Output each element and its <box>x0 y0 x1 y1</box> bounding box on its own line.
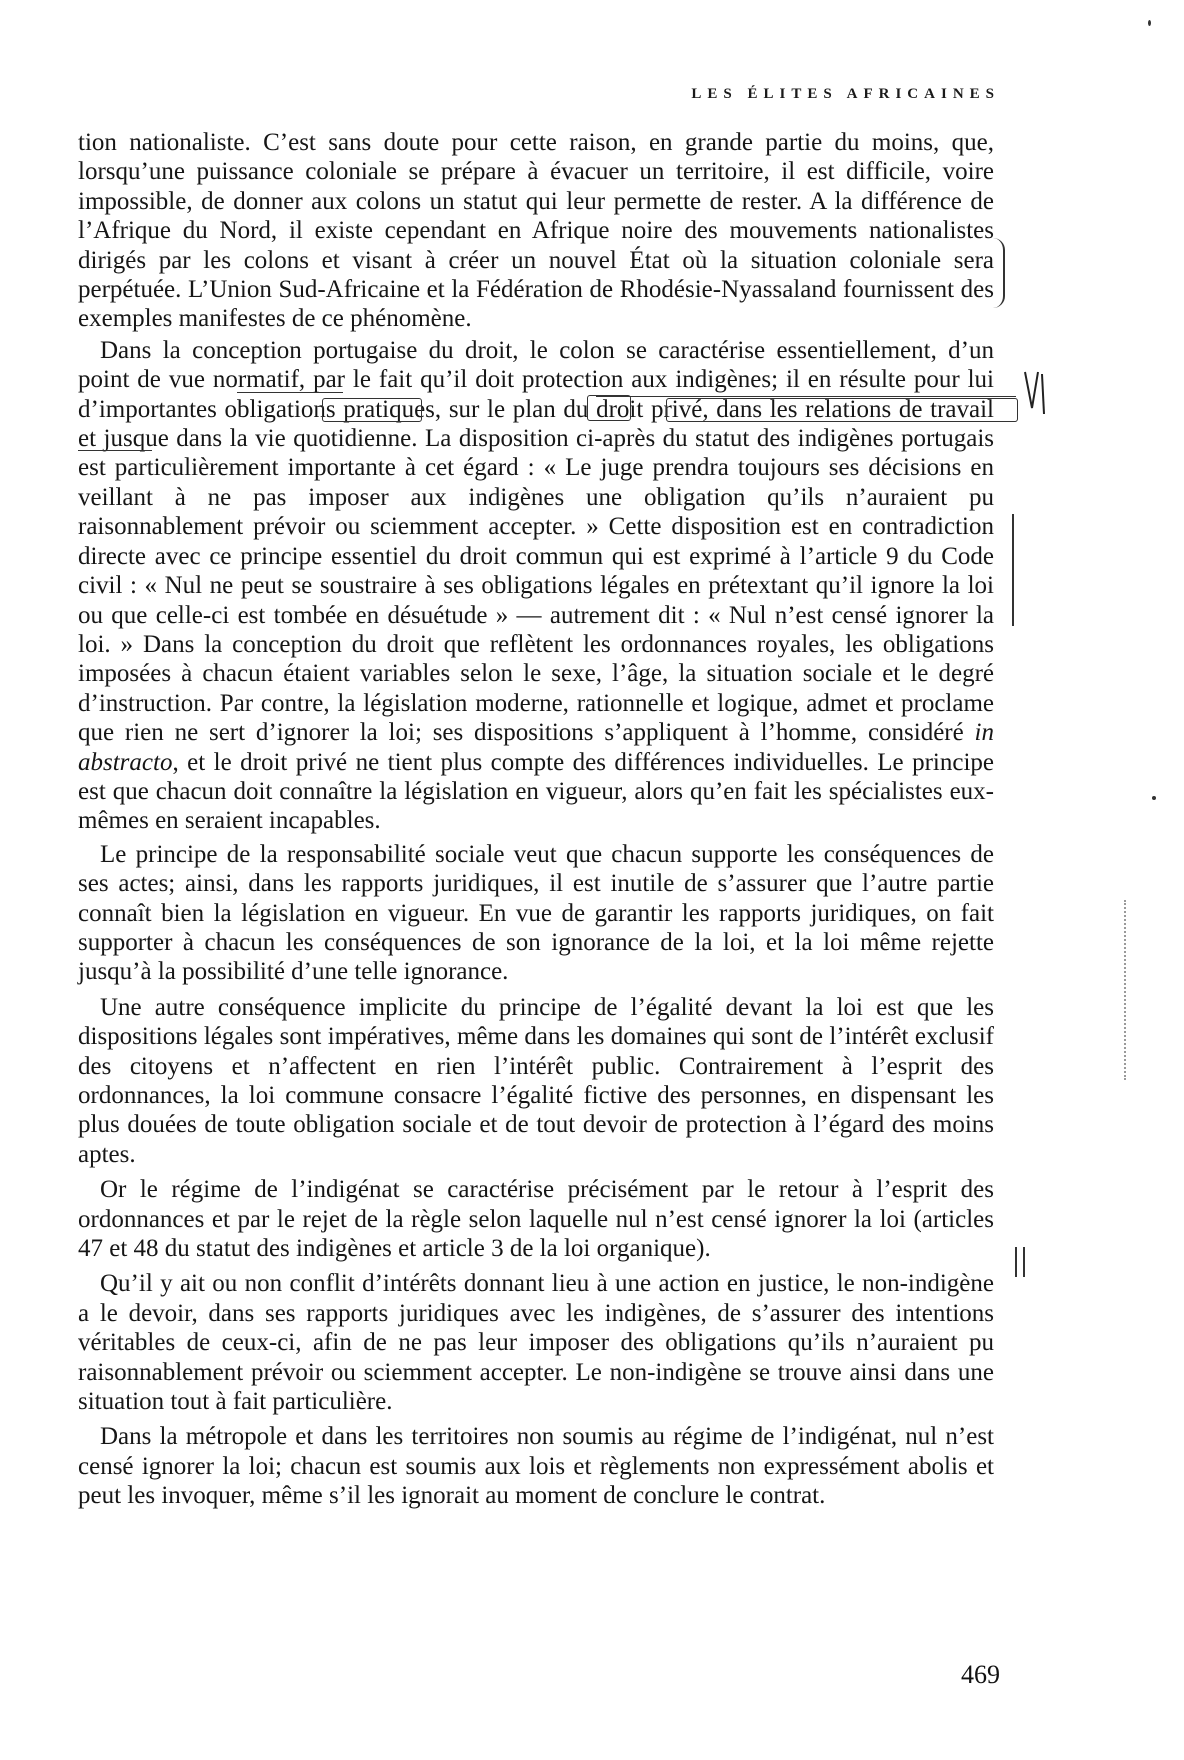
scan-edge-dots <box>1124 900 1128 1080</box>
paragraph-3: Le principe de la responsabilité sociale veut que chacun supporte les conséquences de ses actes; ainsi, dans les rapports juridiques, il est inutile de s’assurer que l’autre partie connaît bien la législation en vigueur. En vue de garantir les rapports juridiques, on fait supporter à chacun les conséquences de son ignorance de la loi, et la loi même rejette jusqu’à la possibilité d’une telle ignorance. <box>78 840 994 986</box>
italic-phrase: in abstracto <box>78 719 994 776</box>
handwritten-margin-mark-icon <box>1022 368 1050 420</box>
margin-bracket-icon <box>993 238 1005 308</box>
body-text <box>78 128 994 1517</box>
paragraph-4: Une autre conséquence implicite du principe de l’égalité devant la loi est que les dispositions légales sont impératives, même dans les domaines qui sont de l’intérêt exclusif des citoyens et n’affectent en rien l’intérêt public. Contrairement à l’esprit des ordonnances, la loi commune consacre l’égalité fictive des personnes, en dispensant les plus douées de toute obligation sociale et de tout devoir de protection à l’égard des moins aptes. <box>78 993 994 1168</box>
margin-bracket-icon <box>1015 1247 1025 1277</box>
paragraph-6: Qu’il y ait ou non conflit d’intérêts donnant lieu à une action en justice, le non-indigène a le devoir, dans ses rapports juridiques avec les indigènes, de s’assurer des intentions véritables de ceux-ci, afin de ne pas leur imposer des obligations qu’ils n’auraient pu raisonnablement prévoir ou sciemment accepter. Le non-indigène se trouve ainsi dans une situation tout à fait particulière. <box>78 1270 994 1416</box>
paragraph-7: Dans la métropole et dans les territoires non soumis au régime de l’indigénat, nul n’est censé ignorer la loi; chacun est soumis aux lois et règlements non expressément abolis et peut les invoquer, même s’il les ignorait au moment de conclure le contrat. <box>78 1423 994 1510</box>
paragraph-2: Dans la conception portugaise du droit, le colon se caractérise essentiellement, d’un point de vue normatif, par le fait qu’il doit protection aux indigènes; il en résulte pour lui d’importantes obligations pratiques, sur le plan du droit privé, dans les relations de travail et jusque dans la vie quotidienne. La disposition ci-après du statut des indigènes portugais est particulièrement importante à cet égard : « Le juge prendra toujours ses décisions en veillant à ne pas imposer aux indigènes une obligation qu’ils n’auraient pu raisonnablement prévoir ou sciemment accepter. » Cette disposition est en contradiction directe avec ce principe essentiel du droit commun qui est exprimé à l’article 9 du Code civil : « Nul ne peut se soustraire à ses obligations légales en prétextant qu’il ignore la loi ou que celle-ci est tombée en désuétude » — autrement dit : « Nul n’est censé ignorer la loi. » Dans la conception du droit que reflètent les ordonnances royales, les obligations imposées à chacun étaient variables selon le sexe, l’âge, la situation sociale et le degré d’instruction. Par contre, la législation moderne, rationnelle et logique, admet et proclame que rien ne sert d’ignorer la loi; ses dispositions s’appliquent à l’homme, considéré in abstracto, et le droit privé ne tient plus compte des différences individuelles. Le principe est que chacun doit connaître la législation en vigueur, alors qu’en fait les spécialistes eux-mêmes en seraient incapables. <box>78 336 994 835</box>
pencil-underline <box>596 396 1016 397</box>
paragraph-5: Or le régime de l’indigénat se caractérise précisément par le retour à l’esprit des ordonnances et par le rejet de la règle selon laquelle nul n’est censé ignorer la loi (articles 47 et 48 du statut des indigènes et article 3 de la loi organique). <box>78 1176 994 1263</box>
pencil-underline <box>237 392 343 393</box>
scan-speck <box>1152 796 1156 800</box>
pencil-box-annotation <box>666 398 1018 422</box>
pencil-underline <box>78 450 152 451</box>
paragraph-1: tion nationaliste. C’est sans doute pour cette raison, en grande partie du moins, que, lorsqu’une puissance coloniale se prépare à évacuer un territoire, il est difficile, voire impossible, de donner aux colons un statut qui leur permette de rester. A la différence de l’Afrique du Nord, il existe cependant en Afrique noire des mouvements nationalistes dirigés par les colons et visant à créer un nouvel État où la situation coloniale sera perpétuée. L’Union Sud-Africaine et la Fédération de Rhodésie-Nyassaland fournissent des exemples manifestes de ce phénomène. <box>78 129 994 333</box>
pencil-box-annotation <box>587 395 631 421</box>
margin-bracket-icon <box>1004 514 1014 626</box>
scan-speck <box>1148 20 1151 26</box>
pencil-box-annotation <box>322 398 422 422</box>
running-head: LES ÉLITES AFRICAINES <box>691 86 1000 102</box>
page-number: 469 <box>961 1660 1000 1689</box>
